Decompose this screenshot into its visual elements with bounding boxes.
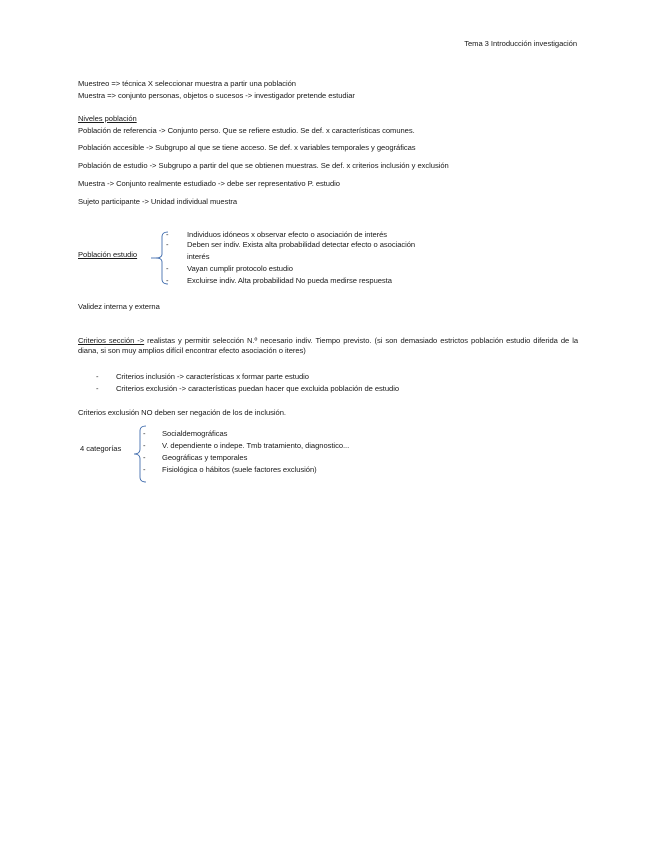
criterio-inclusion: Criterios inclusión -> características x formar parte estudio (116, 372, 309, 381)
categoria-item: Socialdemográficas (162, 429, 228, 438)
poblacion-item: Excluirse indiv. Alta probabilidad No pueda medirse respuesta (187, 276, 392, 285)
bullet-dash: - (166, 230, 169, 239)
nivel-accesible: Población accesible -> Subgrupo al que se tiene acceso. Se def. x variables temporales y geográficas (78, 143, 416, 152)
bullet-dash: - (166, 276, 169, 285)
criterios-paragraph (78, 336, 578, 356)
categorias-label: 4 categorías (80, 444, 122, 453)
page-header-title: Tema 3 Introducción investigación (464, 39, 577, 48)
bullet-dash: - (96, 372, 99, 381)
bullet-dash: - (166, 240, 169, 249)
muestra-definition: Muestra => conjunto personas, objetos o sucesos -> investigador pretende estudiar (78, 91, 355, 100)
categoria-item: Fisiológica o hábitos (suele factores exclusión) (162, 465, 317, 474)
left-brace-icon (128, 424, 150, 484)
nivel-sujeto: Sujeto participante -> Unidad individual muestra (78, 197, 238, 206)
niveles-heading: Niveles población (78, 114, 137, 123)
categoria-item: Geográficas y temporales (162, 453, 248, 462)
nivel-estudio: Población de estudio -> Subgrupo a partir del que se obtienen muestras. Se def. x criterios inclusión y exclusión (78, 161, 449, 170)
criterios-text: realistas y permitir selección N.º necesario indiv. Tiempo previsto. (si son demasiado estrictos población estudio diferida de la diana, si son muy amplios difícil encontrar efecto asociación o iteres) (78, 336, 579, 355)
nivel-muestra: Muestra -> Conjunto realmente estudiado -> debe ser representativo P. estudio (78, 179, 340, 188)
poblacion-item: Deben ser indiv. Exista alta probabilidad detectar efecto o asociación (187, 240, 416, 249)
poblacion-item: Vayan cumplir protocolo estudio (187, 264, 293, 273)
bullet-dash: - (143, 429, 146, 438)
exclusion-note: Criterios exclusión NO deben ser negación de los de inclusión. (78, 408, 286, 417)
bullet-dash: - (143, 453, 146, 462)
categoria-item: V. dependiente o indepe. Tmb tratamiento, diagnostico... (162, 441, 350, 450)
bullet-dash: - (166, 264, 169, 273)
bullet-dash: - (143, 441, 146, 450)
validez-line: Validez interna y externa (78, 302, 160, 311)
poblacion-item-continued: interés (187, 252, 210, 261)
bullet-dash: - (143, 465, 146, 474)
poblacion-item: Individuos idóneos x observar efecto o asociación de interés (187, 230, 388, 239)
bullet-dash: - (96, 384, 99, 393)
criterios-heading: Criterios sección -> (78, 336, 145, 345)
muestreo-definition: Muestreo => técnica X seleccionar muestra a partir una población (78, 79, 296, 88)
criterio-exclusion: Criterios exclusión -> características puedan hacer que excluida población de estudio (116, 384, 400, 393)
poblacion-estudio-label: Población estudio (78, 250, 138, 259)
nivel-referencia: Población de referencia -> Conjunto perso. Que se refiere estudio. Se def. x características comunes. (78, 126, 415, 135)
